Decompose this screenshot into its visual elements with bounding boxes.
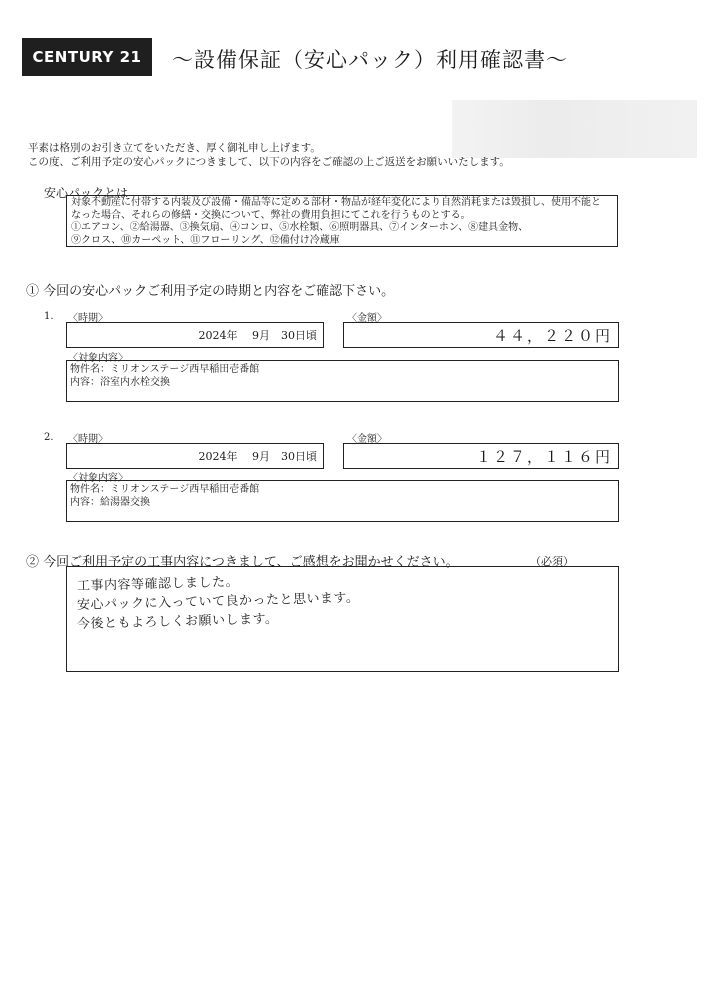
content-label: 〈対象内容〉 xyxy=(68,473,128,484)
property-name: 物件名：ミリオンステージ西早稲田壱番館 xyxy=(70,364,260,375)
period-field[interactable]: 2024年 9月 30日頃 xyxy=(66,443,324,469)
description-line: なった場合、それらの修繕・交換について、弊社の費用負担にてこれを行うものとする。 xyxy=(71,209,471,221)
description-line: ⑨クロス、⑩カーペット、⑪フローリング、⑫備付け冷蔵庫 xyxy=(71,234,340,246)
item-number: 1. xyxy=(44,311,54,322)
amount-label: 〈金額〉 xyxy=(347,313,387,324)
content-label: 〈対象内容〉 xyxy=(68,353,128,364)
period-label: 〈時期〉 xyxy=(68,434,108,445)
period-field[interactable]: 2024年 9月 30日頃 xyxy=(66,322,324,348)
section2-heading: ② 今回ご利用予定の工事内容につきまして、ご感想をお聞かせください。 xyxy=(26,555,459,570)
handwritten-line: 安心パックに入っていて良かったと思います。 xyxy=(76,590,360,613)
anshin-pack-description xyxy=(66,195,618,247)
content-field[interactable] xyxy=(66,360,619,402)
description-line: ①エアコン、②給湯器、③換気扇、④コンロ、⑤水栓類、⑥照明器具、⑦インターホン、⑧建具金物、 xyxy=(71,222,529,233)
content-field[interactable] xyxy=(66,480,619,522)
item-number: 2. xyxy=(44,432,54,443)
section1-heading: ① 今回の安心パックご利用予定の時期と内容をご確認下さい。 xyxy=(26,284,395,299)
handwritten-line: 今後ともよろしくお願いします。 xyxy=(76,611,279,632)
scan-smudge xyxy=(452,100,697,158)
work-content: 内容：浴室内水栓交換 xyxy=(70,377,170,388)
amount-field[interactable]: ４４，２２０円 xyxy=(343,322,619,348)
greeting-line-1: 平素は格別のお引き立てをいただき、厚く御礼申し上げます。 xyxy=(28,142,321,154)
document-title: ～設備保証（安心パック）利用確認書～ xyxy=(172,48,568,72)
description-line: 対象不動産に付帯する内装及び設備・備品等に定める部材・物品が経年変化により自然消耗または毀損し、使用不能と xyxy=(71,197,601,208)
amount-label: 〈金額〉 xyxy=(347,434,387,445)
work-content: 内容：給湯器交換 xyxy=(70,497,150,508)
property-name: 物件名：ミリオンステージ西早稲田壱番館 xyxy=(70,484,260,495)
required-label: （必須） xyxy=(530,555,574,568)
amount-field[interactable]: １２７，１１６円 xyxy=(343,443,619,469)
handwritten-line: 工事内容等確認しました。 xyxy=(76,574,240,594)
greeting-line-2: この度、ご利用予定の安心パックにつきまして、以下の内容をご確認の上ご返送をお願いいたします。 xyxy=(28,156,510,168)
period-label: 〈時期〉 xyxy=(68,313,108,324)
century21-logo: CENTURY 21 xyxy=(22,38,152,76)
anshin-pack-heading: 安心パックとは xyxy=(44,186,129,200)
impression-field[interactable] xyxy=(66,566,619,672)
